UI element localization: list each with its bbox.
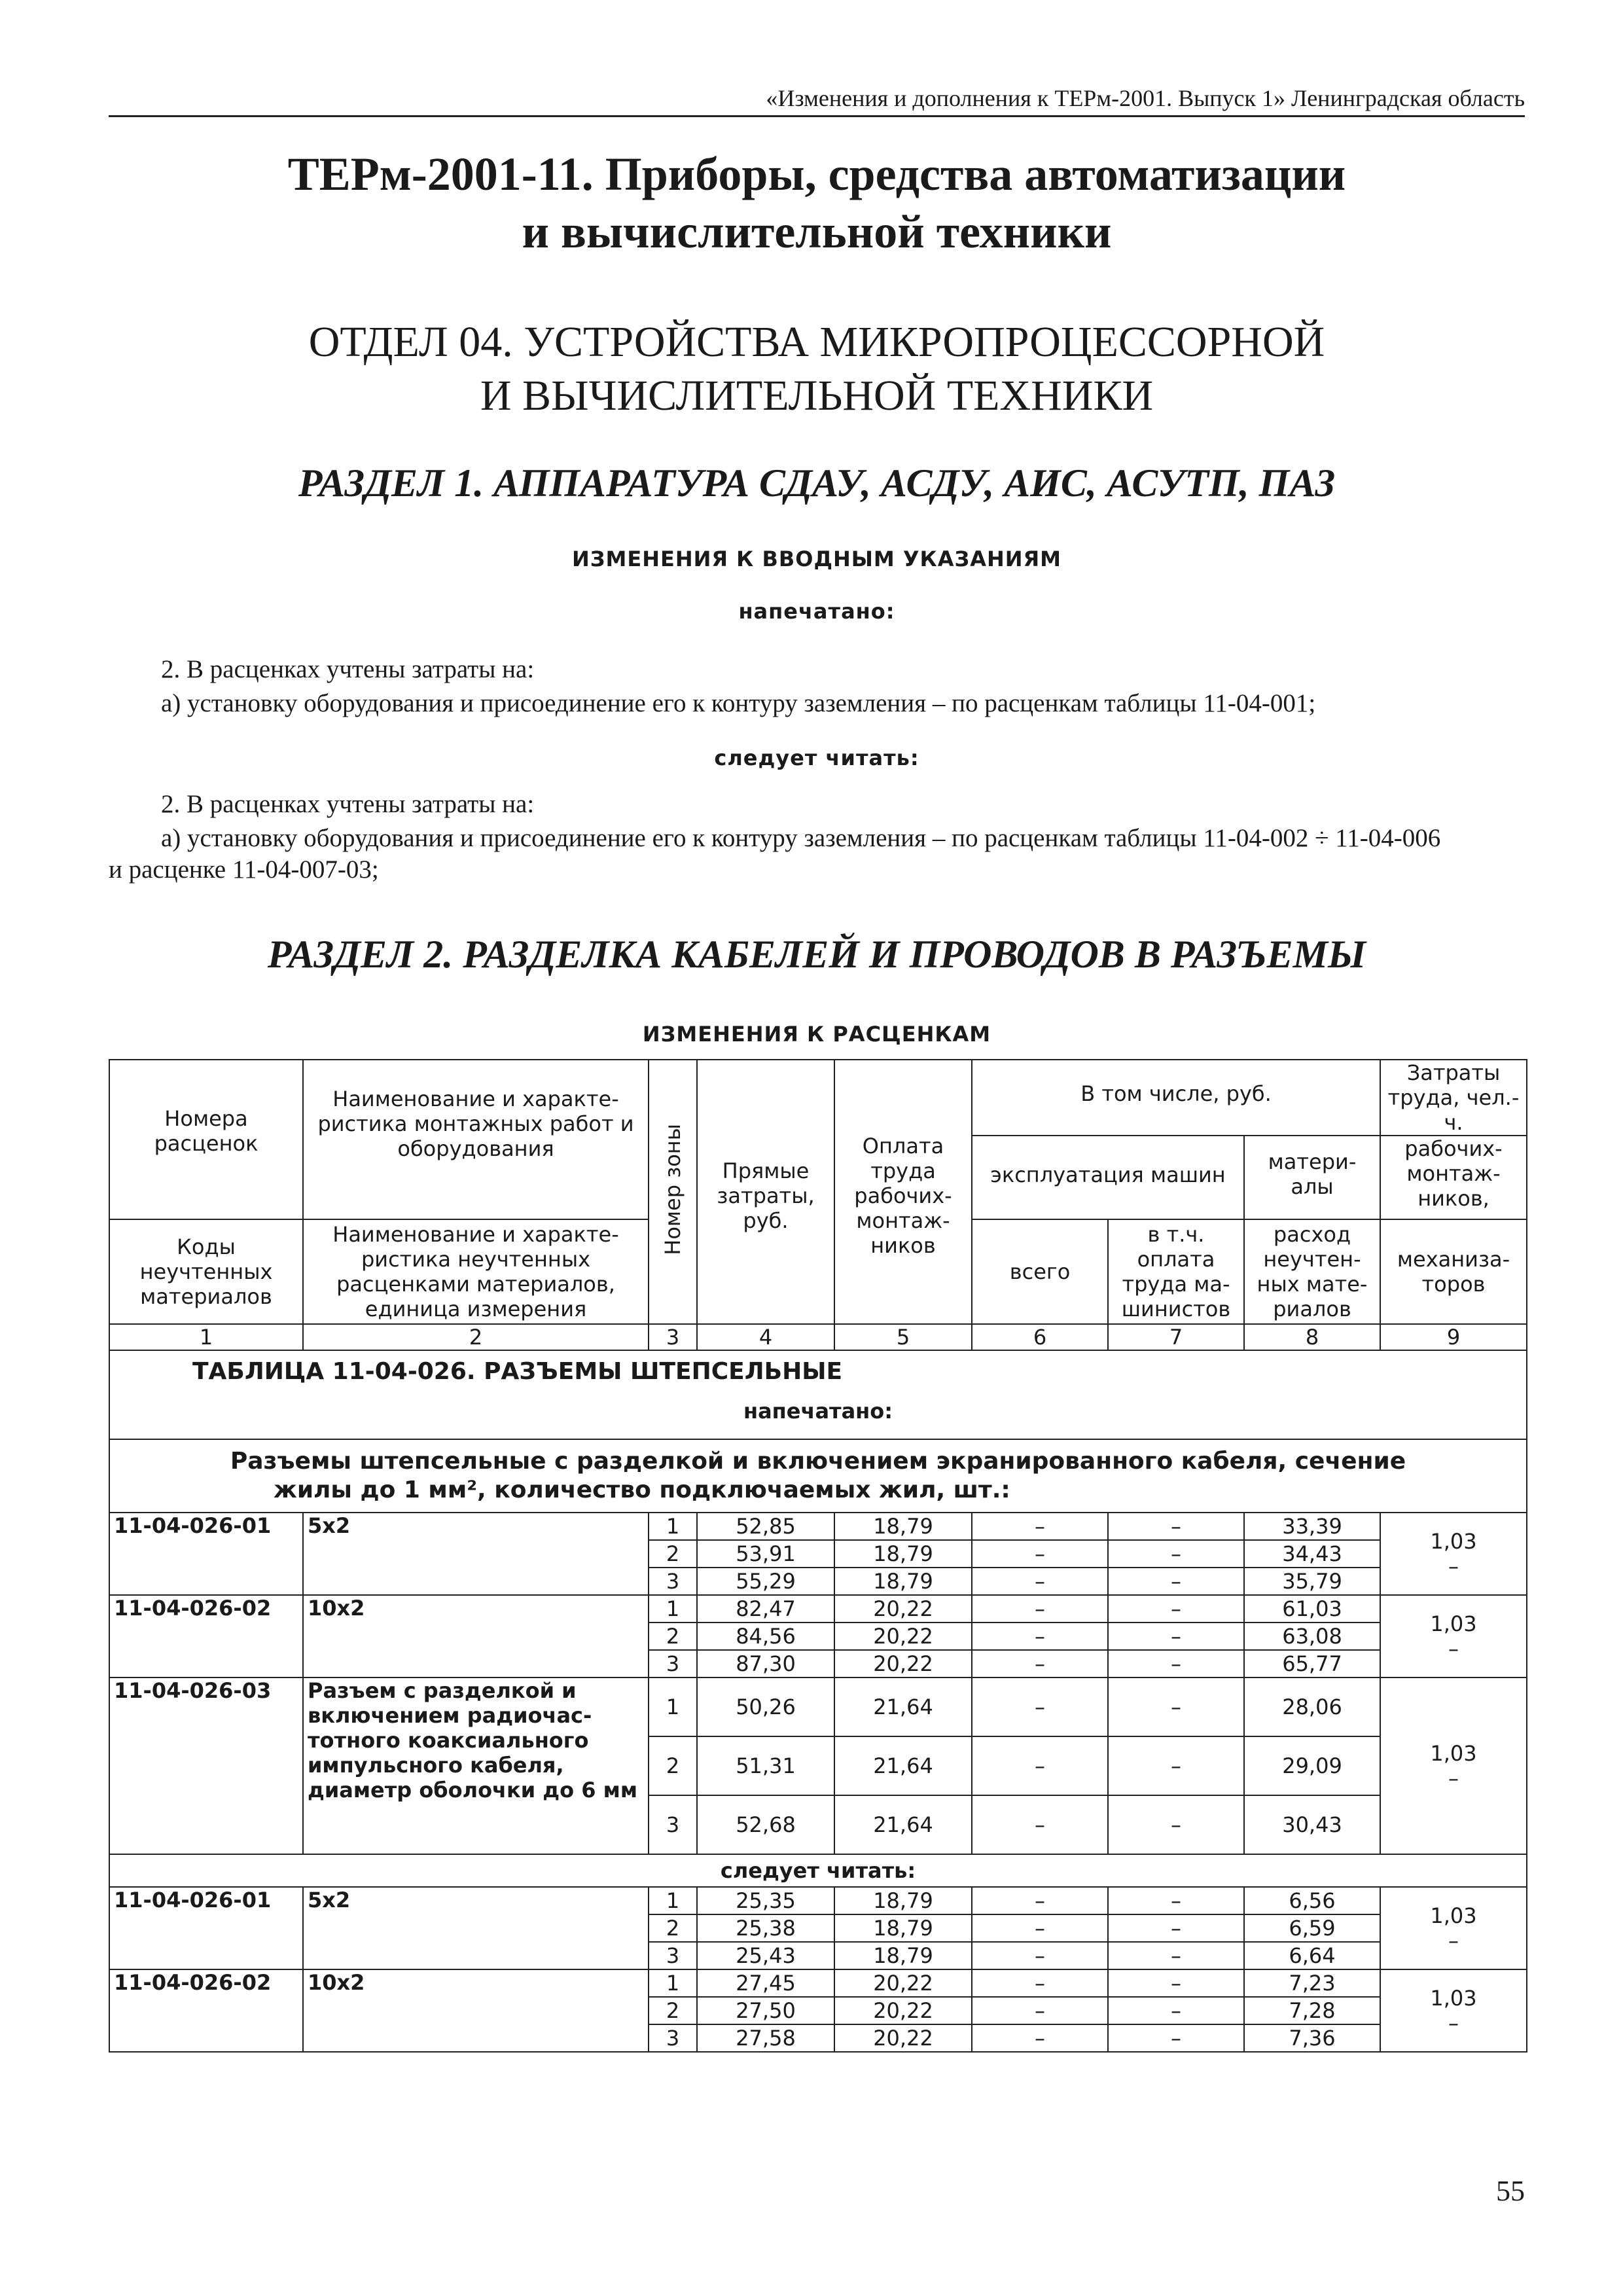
direct-costs: 55,29	[697, 1568, 834, 1595]
labor-cost-cell	[1380, 1513, 1527, 1595]
machinist-pay: –	[1108, 1942, 1244, 1969]
rate-name: 10x2	[303, 1595, 649, 1677]
worker-pay: 20,22	[834, 1997, 972, 2024]
machines-total: –	[972, 2024, 1108, 2052]
direct-costs: 27,50	[697, 1997, 834, 2024]
machinist-pay: –	[1108, 1540, 1244, 1568]
zone-number: 2	[649, 1623, 697, 1650]
machines-total: –	[972, 1540, 1108, 1568]
read-paragraph-line	[109, 823, 1525, 853]
materials-cost: 63,08	[1244, 1623, 1380, 1650]
direct-costs: 87,30	[697, 1650, 834, 1677]
materials-cost: 34,43	[1244, 1540, 1380, 1568]
column-number: 7	[1108, 1324, 1244, 1350]
group-title-row	[109, 1439, 1527, 1513]
labor-workers: 1,03	[1430, 1903, 1477, 1928]
table-row	[109, 1513, 1527, 1540]
rates-table	[109, 1059, 1527, 2053]
materials-cost: 7,28	[1244, 1997, 1380, 2024]
materials-cost: 7,23	[1244, 1969, 1380, 1997]
direct-costs: 25,35	[697, 1887, 834, 1914]
materials-cost: 35,79	[1244, 1568, 1380, 1595]
rate-code: 11-04-026-02	[109, 1595, 303, 1677]
zone-number: 3	[649, 1942, 697, 1969]
column-number: 6	[972, 1324, 1108, 1350]
read-as-label: следует читать:	[714, 745, 919, 770]
zone-number: 1	[649, 1969, 697, 1997]
zone-number: 1	[649, 1513, 697, 1540]
labor-machinists: –	[1448, 2011, 1459, 2036]
materials-cost: 28,06	[1244, 1677, 1380, 1736]
machines-total: –	[972, 1513, 1108, 1540]
rate-name: 5x2	[303, 1513, 649, 1595]
direct-costs: 50,26	[697, 1677, 834, 1736]
zone-number: 1	[649, 1677, 697, 1736]
rate-code: 11-04-026-02	[109, 1969, 303, 2052]
materials-cost: 33,39	[1244, 1513, 1380, 1540]
printed-text: 2. В расценках учтены затраты на:	[161, 655, 535, 683]
header-labor: Затраты труда, чел.-ч.	[1380, 1060, 1527, 1136]
worker-pay: 21,64	[834, 1736, 972, 1795]
worker-pay: 21,64	[834, 1677, 972, 1736]
machinist-pay: –	[1108, 1969, 1244, 1997]
machines-total: –	[972, 1795, 1108, 1854]
group-title-cell	[109, 1439, 1527, 1513]
document-title-line: ТЕРм-2001-11. Приборы, средства автоматизации	[287, 148, 1346, 200]
materials-cost: 65,77	[1244, 1650, 1380, 1677]
machines-total: –	[972, 1887, 1108, 1914]
header-material-names: Наименование и характе-ристика неучтенных расценками материалов, единица измерения	[303, 1219, 649, 1324]
worker-pay: 20,22	[834, 1969, 972, 1997]
machinist-pay: –	[1108, 1736, 1244, 1795]
machinist-pay: –	[1108, 1795, 1244, 1854]
header-machines: эксплуатация машин	[972, 1136, 1244, 1219]
read-text: а) установку оборудования и присоединение его к контуру заземления – по расценкам таблицы 11-04-002 ÷ 11-04-006	[161, 824, 1441, 852]
labor-machinists: –	[1448, 1636, 1459, 1661]
direct-costs: 25,43	[697, 1942, 834, 1969]
worker-pay: 18,79	[834, 1540, 972, 1568]
materials-cost: 61,03	[1244, 1595, 1380, 1623]
materials-cost: 7,36	[1244, 2024, 1380, 2052]
rates-changes-caption: ИЗМЕНЕНИЯ К РАСЦЕНКАМ	[642, 1022, 991, 1047]
machinist-pay: –	[1108, 1513, 1244, 1540]
worker-pay: 20,22	[834, 1623, 972, 1650]
zone-number: 2	[649, 1914, 697, 1942]
read-text: 2. В расценках учтены затраты на:	[161, 790, 535, 818]
table-row	[109, 1595, 1527, 1623]
column-number: 1	[109, 1324, 303, 1350]
rate-name: Разъем с разделкой и включением радиочас-тотного коаксиального импульсного кабеля, диаметр оболочки до 6 мм	[303, 1677, 649, 1854]
header-workers-labor: рабочих-монтаж-ников,	[1380, 1136, 1527, 1219]
printed-paragraph-line	[109, 689, 1525, 719]
document-title	[109, 145, 1525, 260]
header-zone	[649, 1060, 697, 1324]
zone-number: 2	[649, 1997, 697, 2024]
labor-workers: 1,03	[1430, 1986, 1477, 2011]
zone-number: 3	[649, 2024, 697, 2052]
worker-pay: 20,22	[834, 2024, 972, 2052]
section-1-title: РАЗДЕЛ 1. АППАРАТУРА СДАУ, АСДУ, АИС, АСУТП, ПАЗ	[298, 461, 1336, 505]
machines-total: –	[972, 1595, 1108, 1623]
zone-number: 2	[649, 1540, 697, 1568]
zone-number: 1	[649, 1887, 697, 1914]
direct-costs: 51,31	[697, 1736, 834, 1795]
header-machinists: механиза-торов	[1380, 1219, 1527, 1324]
direct-costs: 27,58	[697, 2024, 834, 2052]
header-direct-costs: Прямые затраты, руб.	[697, 1060, 834, 1324]
worker-pay: 21,64	[834, 1795, 972, 1854]
direct-costs: 52,85	[697, 1513, 834, 1540]
zone-number: 2	[649, 1736, 697, 1795]
read-label-row	[109, 1854, 1527, 1887]
materials-cost: 29,09	[1244, 1736, 1380, 1795]
table-row	[109, 1677, 1527, 1736]
header-zone-text: Номер зоны	[660, 1123, 685, 1255]
column-number: 2	[303, 1324, 649, 1350]
read-paragraph-line	[109, 789, 1525, 819]
worker-pay: 20,22	[834, 1595, 972, 1623]
zone-number: 3	[649, 1568, 697, 1595]
zone-number: 3	[649, 1795, 697, 1854]
header-including: В том числе, руб.	[972, 1060, 1380, 1136]
header-materials: матери-алы	[1244, 1136, 1380, 1219]
materials-cost: 30,43	[1244, 1795, 1380, 1854]
running-header: «Изменения и дополнения к ТЕРм-2001. Выпуск 1» Ленинградская область	[766, 85, 1525, 111]
rate-code: 11-04-026-01	[109, 1887, 303, 1969]
table-row	[109, 1969, 1527, 1997]
machines-total: –	[972, 1568, 1108, 1595]
machines-total: –	[972, 1942, 1108, 1969]
worker-pay: 18,79	[834, 1568, 972, 1595]
machinist-pay: –	[1108, 1997, 1244, 2024]
machinist-pay: –	[1108, 1677, 1244, 1736]
column-numbers-row	[109, 1324, 1527, 1350]
rate-name: 5x2	[303, 1887, 649, 1969]
worker-pay: 18,79	[834, 1914, 972, 1942]
direct-costs: 53,91	[697, 1540, 834, 1568]
column-number: 9	[1380, 1324, 1527, 1350]
department-title	[109, 315, 1525, 423]
printed-paragraph-line	[109, 655, 1525, 685]
zone-number: 1	[649, 1595, 697, 1623]
department-title-line: И ВЫЧИСЛИТЕЛЬНОЙ ТЕХНИКИ	[480, 372, 1154, 420]
intro-changes-caption: ИЗМЕНЕНИЯ К ВВОДНЫМ УКАЗАНИЯМ	[571, 547, 1062, 571]
header-divider	[109, 115, 1525, 117]
labor-cost-cell	[1380, 1677, 1527, 1854]
labor-workers: 1,03	[1430, 1529, 1477, 1554]
header-total: всего	[972, 1219, 1108, 1324]
section-2-title: РАЗДЕЛ 2. РАЗДЕЛКА КАБЕЛЕЙ И ПРОВОДОВ В РАЗЪЕМЫ	[267, 933, 1366, 976]
direct-costs: 82,47	[697, 1595, 834, 1623]
header-work-name: Наименование и характе-ристика монтажных работ и оборудования	[303, 1060, 649, 1219]
page-number: 55	[1496, 2175, 1525, 2207]
machinist-pay: –	[1108, 2024, 1244, 2052]
document-title-line: и вычислительной техники	[522, 206, 1112, 258]
department-title-line: ОТДЕЛ 04. УСТРОЙСТВА МИКРОПРОЦЕССОРНОЙ	[308, 318, 1325, 366]
labor-workers: 1,03	[1430, 1741, 1477, 1766]
column-number: 3	[649, 1324, 697, 1350]
read-as-label: следует читать:	[109, 1854, 1527, 1887]
table-row	[109, 1887, 1527, 1914]
machines-total: –	[972, 1677, 1108, 1736]
header-material-codes: Коды неучтенных материалов	[109, 1219, 303, 1324]
rate-code: 11-04-026-01	[109, 1513, 303, 1595]
machines-total: –	[972, 1650, 1108, 1677]
machines-total: –	[972, 1914, 1108, 1942]
read-paragraph-line: и расценке 11-04-007-03;	[109, 855, 379, 884]
labor-machinists: –	[1448, 1766, 1459, 1791]
machinist-pay: –	[1108, 1887, 1244, 1914]
header-unaccounted-materials: расход неучтен-ных мате-риалов	[1244, 1219, 1380, 1324]
worker-pay: 18,79	[834, 1513, 972, 1540]
column-number: 4	[697, 1324, 834, 1350]
printed-text: а) установку оборудования и присоединение его к контуру заземления – по расценкам таблицы 11-04-001;	[161, 689, 1316, 717]
worker-pay: 18,79	[834, 1887, 972, 1914]
rate-name: 10x2	[303, 1969, 649, 2052]
labor-cost-cell	[1380, 1595, 1527, 1677]
group-title-line: Разъемы штепсельные с разделкой и включением экранированного кабеля, сечение	[230, 1448, 1406, 1475]
materials-cost: 6,56	[1244, 1887, 1380, 1914]
direct-costs: 27,45	[697, 1969, 834, 1997]
group-title-line: жилы до 1 мм², количество подключаемых жил, шт.:	[274, 1477, 1010, 1503]
labor-workers: 1,03	[1430, 1611, 1477, 1636]
worker-pay: 18,79	[834, 1942, 972, 1969]
labor-machinists: –	[1448, 1554, 1459, 1579]
labor-cost-cell	[1380, 1969, 1527, 2052]
direct-costs: 84,56	[697, 1623, 834, 1650]
machinist-pay: –	[1108, 1595, 1244, 1623]
worker-pay: 20,22	[834, 1650, 972, 1677]
labor-machinists: –	[1448, 1928, 1459, 1953]
machines-total: –	[972, 1997, 1108, 2024]
printed-label: напечатано:	[738, 599, 895, 624]
table-title-cell	[109, 1350, 1527, 1439]
machinist-pay: –	[1108, 1914, 1244, 1942]
direct-costs: 25,38	[697, 1914, 834, 1942]
zone-number: 3	[649, 1650, 697, 1677]
materials-cost: 6,64	[1244, 1942, 1380, 1969]
labor-cost-cell	[1380, 1887, 1527, 1969]
machinist-pay: –	[1108, 1650, 1244, 1677]
column-number: 5	[834, 1324, 972, 1350]
machines-total: –	[972, 1736, 1108, 1795]
direct-costs: 52,68	[697, 1795, 834, 1854]
table-title-row	[109, 1350, 1527, 1439]
machinist-pay: –	[1108, 1623, 1244, 1650]
header-worker-pay: Оплата труда рабочих-монтаж-ников	[834, 1060, 972, 1324]
header-rate-numbers: Номера расценок	[109, 1060, 303, 1219]
machinist-pay: –	[1108, 1568, 1244, 1595]
header-machinist-pay: в т.ч. оплата труда ма-шинистов	[1108, 1219, 1244, 1324]
table-title: ТАБЛИЦА 11-04-026. РАЗЪЕМЫ ШТЕПСЕЛЬНЫЕ	[192, 1358, 843, 1385]
printed-label: напечатано:	[743, 1399, 893, 1424]
materials-cost: 6,59	[1244, 1914, 1380, 1942]
machines-total: –	[972, 1623, 1108, 1650]
column-number: 8	[1244, 1324, 1380, 1350]
rate-code: 11-04-026-03	[109, 1677, 303, 1854]
machines-total: –	[972, 1969, 1108, 1997]
